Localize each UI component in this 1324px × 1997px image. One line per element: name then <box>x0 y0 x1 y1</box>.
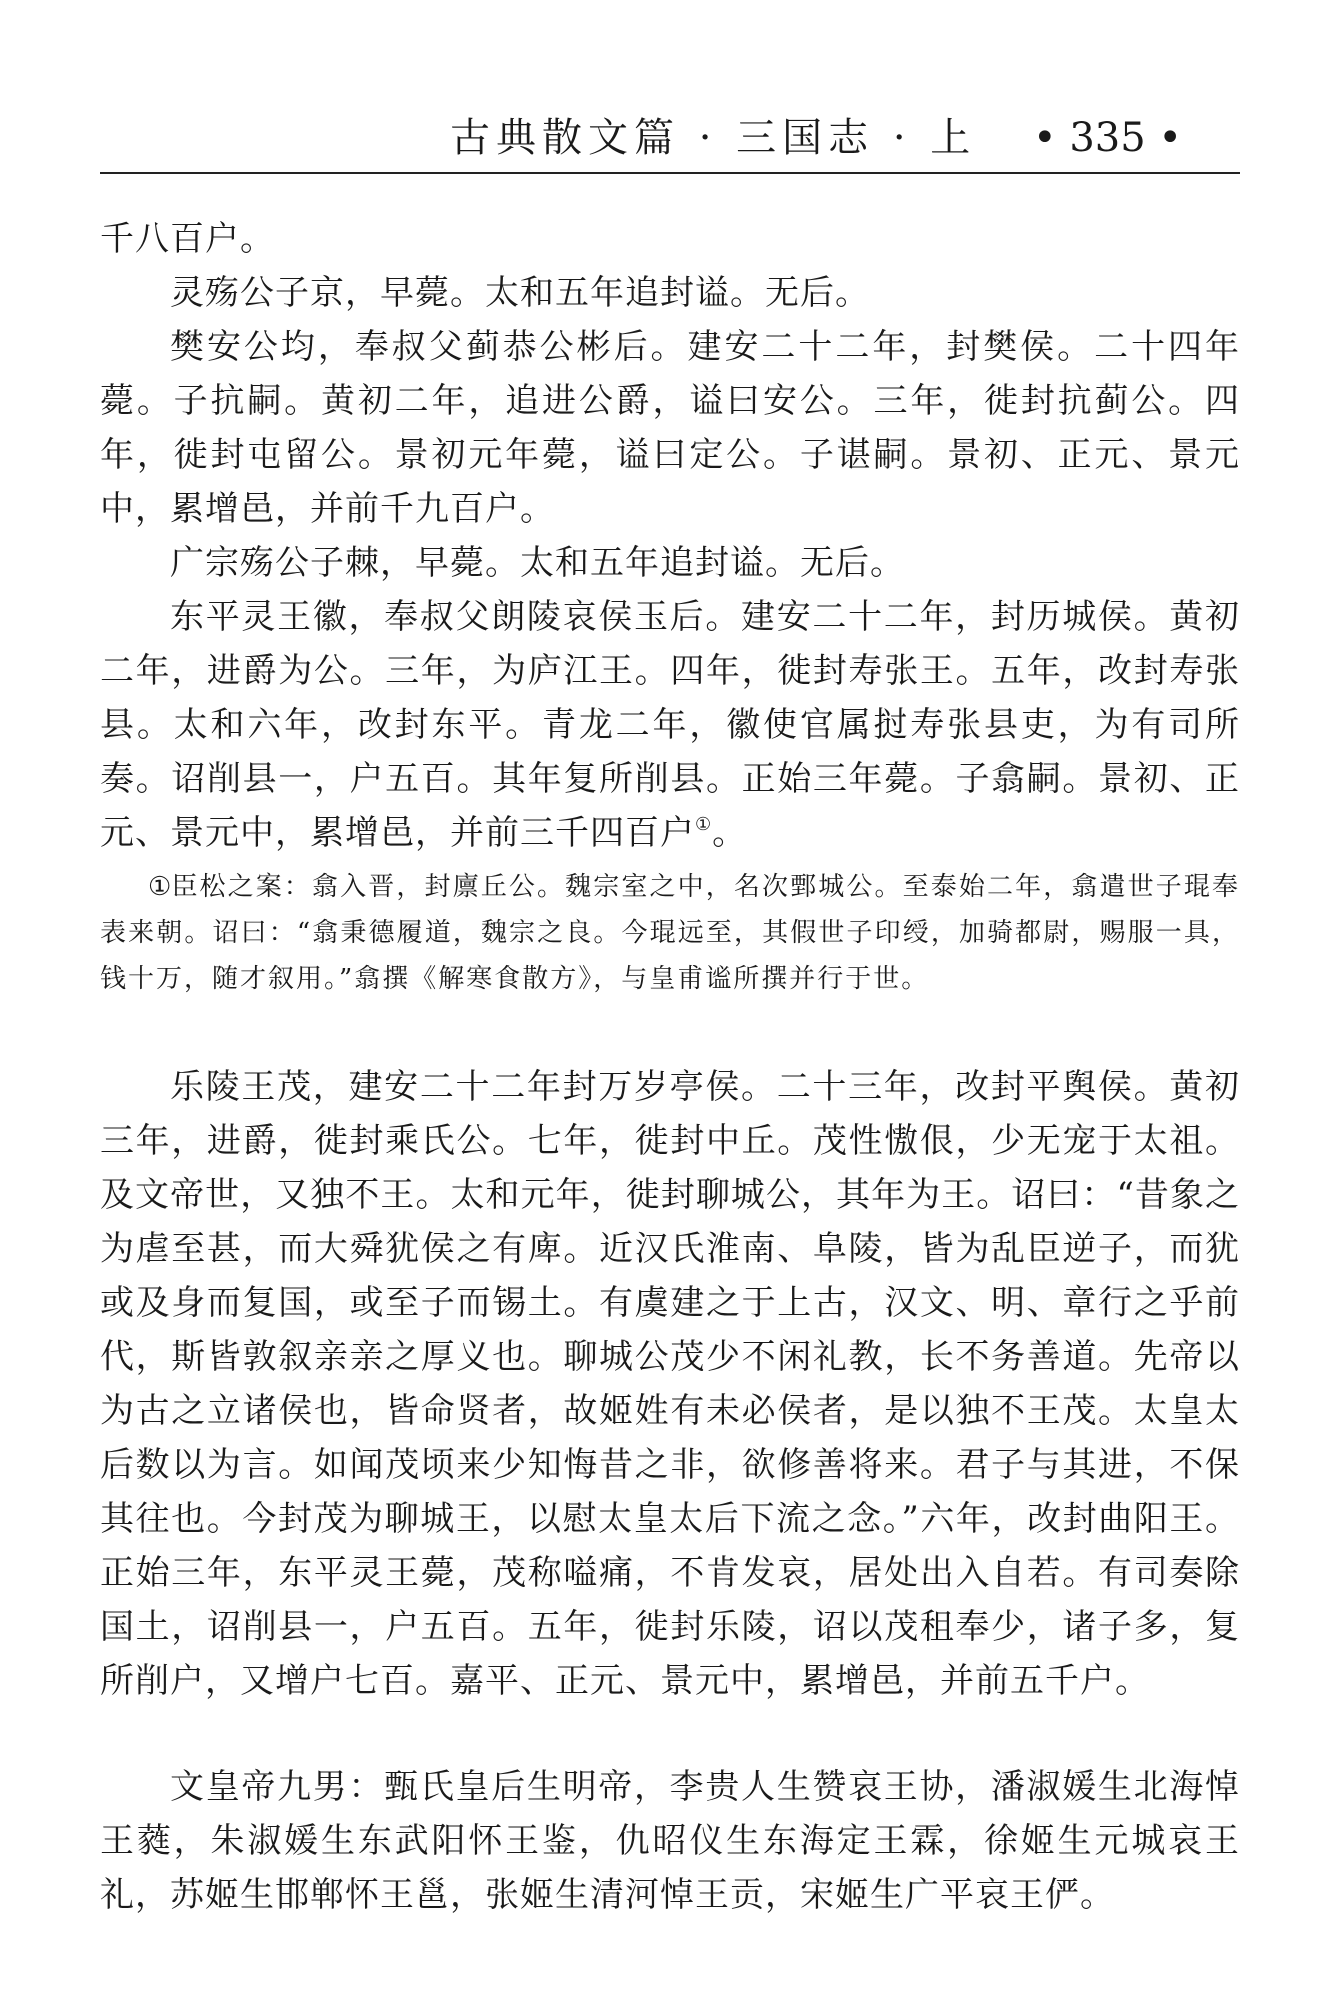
paragraph-lingshang-gong: 灵殇公子京，早薨。太和五年追封谥。无后。 <box>170 273 870 313</box>
section-gap <box>100 1002 1240 1060</box>
paragraph-wen-huangdi-sons: 文皇帝九男：甄氏皇后生明帝，李贵人生赞哀王协，潘淑媛生北海悼王蕤，朱淑媛生东武阳怀王鉴，仇昭仪生东海定王霖，徐姬生元城哀王礼，苏姬生邯郸怀王邕，张姬生清河悼王贡，宋姬生广平哀王俨。 <box>100 1767 1240 1915</box>
paragraph-end-mark: 。 <box>712 813 748 853</box>
footnote-text: 臣松之案：翕入晋，封廪丘公。魏宗室之中，名次鄄城公。至泰始二年，翕遣世子琨奉表来朝。诏曰：“翕秉德履道，魏宗之良。今琨远至，其假世子印绶，加骑都尉，赐服一具，钱十万，随才叙用。”翕撰《解寒食散方》，与皇甫谧所撰并行于世。 <box>100 872 1240 994</box>
paragraph-dongping-ling-wang <box>100 590 1240 860</box>
paragraph-continuation: 千八百户。 <box>100 219 275 259</box>
header-rule <box>100 172 1240 174</box>
paragraph-text: 东平灵王徽，奉叔父朗陵哀侯玉后。建安二十二年，封历城侯。黄初二年，进爵为公。三年，为庐江王。四年，徙封寿张王。五年，改封寿张县。太和六年，改封东平。青龙二年，徽使官属挝寿张县吏，为有司所奏。诏削县一，户五百。其年复所削县。正始三年薨。子翕嗣。景初、正元、景元中，累增邑，并前三千四百户 <box>100 597 1240 853</box>
running-header <box>100 110 1240 170</box>
footnote <box>100 864 1240 1002</box>
running-title: 古典散文篇 · 三国志 · 上 <box>450 115 977 161</box>
page-number: • 335 • <box>1033 115 1182 161</box>
section-gap <box>100 1708 1240 1760</box>
paragraph-leling-wang: 乐陵王茂，建安二十二年封万岁亭侯。二十三年，改封平舆侯。黄初三年，进爵，徙封乘氏公。七年，徙封中丘。茂性慠佷，少无宠于太祖。及文帝世，又独不王。太和元年，徙封聊城公，其年为王。诏曰：“昔象之为虐至甚，而大舜犹侯之有庳。近汉氏淮南、阜陵，皆为乱臣逆子，而犹或及身而复国，或至子而锡土。有虞建之于上古，汉文、明、章行之乎前代，斯皆敦叙亲亲之厚义也。聊城公茂少不闲礼教，长不务善道。先帝以为古之立诸侯也，皆命贤者，故姬姓有未必侯者，是以独不王茂。太皇太后数以为言。如闻茂顷来少知悔昔之非，欲修善将来。君子与其进，不保其往也。今封茂为聊城王，以慰太皇太后下流之念。”六年，改封曲阳王。正始三年，东平灵王薨，茂称嗌痛，不肯发哀，居处出入自若。有司奏除国土，诏削县一，户五百。五年，徙封乐陵，诏以茂租奉少，诸子多，复所削户，又增户七百。嘉平、正元、景元中，累增邑，并前五千户。 <box>100 1067 1240 1701</box>
page-body <box>100 212 1240 1922</box>
paragraph-fanan-gong: 樊安公均，奉叔父蓟恭公彬后。建安二十二年，封樊侯。二十四年薨。子抗嗣。黄初二年，追进公爵，谥曰安公。三年，徙封抗蓟公。四年，徙封屯留公。景初元年薨，谥曰定公。子谌嗣。景初、正元、景元中，累增邑，并前千九百户。 <box>100 327 1240 529</box>
footnote-reference: ① <box>695 814 713 835</box>
paragraph-guangzong-shang-gong: 广宗殇公子棘，早薨。太和五年追封谥。无后。 <box>170 543 905 583</box>
footnote-mark: ① <box>148 872 172 902</box>
